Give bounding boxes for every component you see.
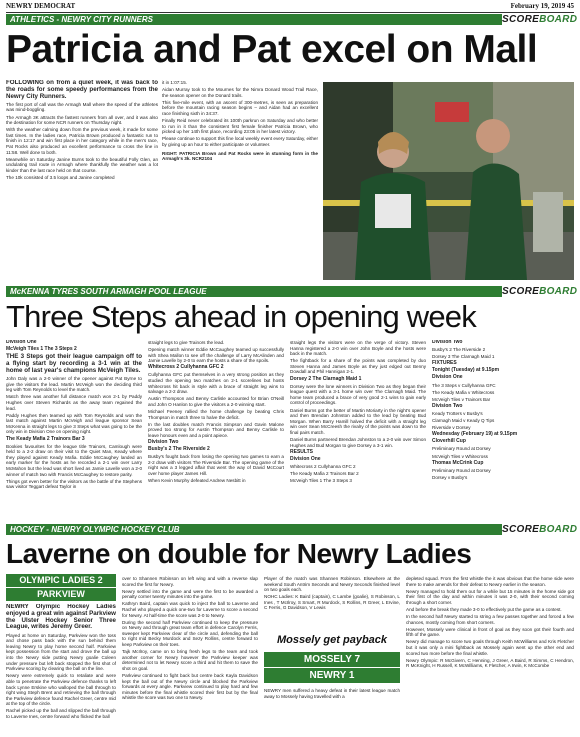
paragraph: Finally Reid never celebrated its 100th parkrun on Saturday and who better to run in it than the consistent first female finisher Patricia Brown, who picked up her 14th first place, recording 23:05 in her latest victory.	[162, 118, 318, 135]
paragraph: depleted squad. From the first whistle the it was obvious that the home side were there to make amends for their defeat to Newry earlier in the season.	[406, 576, 574, 587]
paragraph: Parkview continued to fight back but centre back Kayla Davidson kept the ball out of the Newry circle and blocked the Parkview forwards at every angle. Parkview continued to play hard and few minutes before the final whistle scored their first but by the final whistle the score was two one to Newry.	[122, 673, 258, 701]
paragraph: McVeigh Tiles v Whitecross	[432, 453, 488, 459]
paragraph: Riverside v Dorsey	[432, 425, 471, 431]
paragraph: Preliminary Round at Dorsey	[432, 467, 491, 473]
article3-col3	[264, 576, 400, 630]
paragraph: In the second half Newry started to string a few passes together and forced a few chances, mostly coming from short corners.	[406, 614, 574, 625]
paragraph: Whitecross 2 Cullyhanna GFC 2	[290, 463, 356, 469]
article3-col1	[6, 604, 116, 734]
subheading: Cloverhill Cup	[432, 438, 466, 445]
paragraph: The Keady Mafia 2 Trainors Bar 2	[290, 470, 359, 476]
article3-col4	[406, 576, 574, 734]
article2-col4	[432, 340, 574, 522]
headline-athletics: Patricia and Pat excel on Mall	[6, 28, 538, 71]
article3-col2	[122, 576, 258, 734]
paragraph: During the second half Parkview continued to keep the pressure on Newry and through great team effort in defence Carolyn Ferris, sweeper kept Parkview clear of the circle and, defending the ball to right mid Becky Murdock and Sezy Rollins, centre forward to keep Parkview on their toes.	[122, 619, 258, 648]
subheading: Tonight (Tuesday) at 9.15pm	[432, 367, 500, 374]
article1-col1-body	[6, 102, 158, 181]
masthead	[6, 2, 574, 13]
paragraph: Dorsey were the lone winners in Division Two as they began their league quest with a 3-1 home win over The Clarnagh Maid. The home team produced a brace of very good 2-1 wins to gain early control of proceedings.	[290, 383, 426, 406]
paragraph: Daniel Burns partnered Brendan Johnston to a 2-0 win over Simon Hughes and Bud Morgan to give Dorsey a 3-1 win.	[290, 437, 426, 448]
paragraph: With the weather calming down from the previous week, it made for some fast times. In the ladies race, Patricia Brown produced a fantastic run to finish in 12:17 and win first place in her category while in the men's race, Pat Rocks also produced an excellent performance to cross the line in 11:58. Well done to both.	[6, 127, 158, 155]
headline-pool: Three Steps ahead in opening week	[6, 299, 476, 334]
paragraph: Newry did manage to score two goals through Keith McWilliams and Kris Fletcher but it was only a mini fightback as Mossely again went up the other end and scored two more before the final whistle.	[406, 639, 574, 656]
subheading: Dorsey 2 The Clarnagh Maid 1	[290, 375, 362, 382]
paragraph: McVeigh Tiles 1 The 3 Steps 3	[290, 478, 352, 484]
paragraph: Aidan Murray took to the Mournes for the Nimra Donard Wood Trail Race, the season opener on the Donard trails.	[162, 87, 318, 98]
section-label: McKENNA TYRES SOUTH ARMAGH POOL LEAGUE	[6, 286, 502, 297]
paragraph: Bookies favourites for the league title Trainors, Camlough were held to a 2-2 draw on their visit to the Quiet Man, Keady where they played against Keady Mafia. Eddie McCaughey landed an early marker for the hosts as he recorded a 2-1 win over Larry McMahon but the lead was short lived as Jamie Lavelle won a 2-0 winner of match two with Francis McCaughey to restore parity.	[6, 443, 142, 477]
subheading: Division One	[290, 455, 321, 462]
subheading: Wednesday (February 19) at 9.15pm	[432, 431, 518, 438]
article3-col3-tail	[264, 688, 400, 734]
scoreboard-logo: SCOREBOARD	[502, 14, 578, 25]
paragraph: Newry settled into the game and were the first to be awarded a penalty corner twenty minutes into the game.	[122, 588, 258, 600]
headline-hockey: Laverne on double for Newry Ladies	[6, 538, 472, 569]
paragraph: Daniel Burns got the better of Martin Moriarty in the night's opener and then Brendan Johnston added to the lead by beating Bud Morgan. When Barry Hamill halved the deficit with a straight leg win over Sean McCreesh the rivalry of the points was down to the final pairs match.	[290, 407, 426, 435]
paragraph: Rachel picked up the ball and slipped the ball through to Laverne Ines, centre forward who flicked the ball	[6, 708, 116, 719]
paragraph: Match three was another full distance match won 2-1 by Paddy Hughes over Steven Richards as the away team regained the lead.	[6, 394, 142, 411]
subheading: FIXTURES	[432, 360, 457, 367]
subheading: McVeigh Tiles 1 The 3 Steps 2	[6, 346, 77, 353]
paragraph: Newry managed to hold them out for a while but 15 minutes in the home side got their first of the day and within minutes it was 2-0, with their second coming through a short corner.	[406, 588, 574, 605]
paragraph: In the last doubles match Francis Simpson and Gavin Malone proved too strong for Austin Thompson and Benny Carlisle to leave honours even and a point apiece.	[148, 421, 284, 438]
subheading: Whitecross 2 Cullyhanna GFC 2	[148, 364, 224, 371]
article2-col1	[6, 340, 142, 522]
paragraph: Busby's 2 The Riverside 2	[432, 347, 486, 353]
date-page: February 19, 2019 45	[510, 2, 574, 10]
article1-lead: FOLLOWING on from a quiet week, it was back to the roads for some speedy performances from the Newry City Runners.	[6, 80, 158, 100]
paragraph: The 10k consisted of 3.5 loops and Janine completed	[6, 175, 115, 181]
article1-col2	[162, 80, 318, 280]
paragraph: Meanwhile on Saturday Janine Burns took to the beautiful Folly Glen, an undulating trail route in Armagh where thankfully the weather was a lot kinder than the last race held on that course.	[6, 156, 158, 173]
paragraph: NEWRY men suffered a heavy defeat in their latest league match away to Mossely having travelled with a	[264, 688, 400, 699]
paragraph: Keady Trotters v Busby's	[432, 410, 483, 416]
paragraph: Preliminary Round at Dorsey	[432, 446, 491, 452]
lead-paragraph: THE 3 Steps got their league campaign off to a flying start by recording a 3-1 win at the home of last year's champions McVeigh Tiles.	[6, 353, 142, 374]
section-label: ATHLETICS - NEWRY CITY RUNNERS	[6, 14, 502, 25]
paragraph: Cullyhanna GFC put themselves in a very strong position as they studied the opening two matches on 2-1 scorelines but hosts Whitecross hit back in style with a brace of straight leg wins to salvage a 2-2 draw.	[148, 372, 284, 395]
paragraph: John Daly was a 2-0 winner of the opener against Pat Byrne to give the visitors the lead. Martin McVeigh won the deciding third leg with Tom Reynolds to level the match.	[6, 376, 142, 393]
paragraph: it in 1:07:15.	[162, 80, 188, 85]
paragraph: The fightback for a share of the points was completed by duo Steven Hanna and James Boyle as they just edged out Benny Dowdall and Phil Hannigan 2-1.	[290, 358, 426, 375]
paragraph: The Keady Mafia v Whitecross	[432, 389, 495, 395]
section-bar-pool	[6, 286, 578, 297]
article1-col1	[6, 80, 158, 280]
paragraph: Played at home on Saturday, Parkview won the toss and chose pass back with the sun behind them leaving Newry to play home second half. Parkview kept possession from the start and drove the ball up into the Newry side putting Newry goalie Coleen under pressure but left back stopped the first shot of Parkview scoring by clearing the ball on the line.	[6, 632, 116, 672]
paragraph: Michael Feeney rallied the home challenge by beating Chris Thompson in match three to halve the deficit.	[148, 409, 284, 420]
score-box-away: PARKVIEW	[6, 588, 116, 601]
paragraph: Newry were extremely quick to retaliate and were able to penetrate the Parkview defence thanks to left back Lynne Erskine who walloped the ball through to right wing Steph Brent and retrieving the ball through the Parkview defence found Rachel Greer, centre mid at the top of the circle.	[6, 673, 116, 707]
subheading: RESULTS	[290, 448, 313, 455]
subheading: Division One	[432, 374, 463, 381]
section-bar-athletics	[6, 14, 578, 25]
paragraph: McVeigh Tiles v Trainors Bar	[432, 396, 491, 402]
scoreboard-logo: SCOREBOARD	[502, 524, 578, 535]
subheading: Busby's 2 The Riverside 2	[148, 446, 210, 453]
article1-col2-body	[162, 80, 318, 148]
paragraph: Dorsey 3 The Clarnagh Maid 1	[432, 354, 495, 360]
paragraph: When Kevin Murphy defeated Andrew Nesbitt in	[148, 478, 246, 484]
paragraph: Things got even better for the visitors as the battle of the Stephens saw visitor Teggart defeat Taylor in	[6, 478, 142, 490]
paragraph: Player of the match was Shannen Robinson. Elsewhere at the weekend South Antrim Seconds and Newry Seconds finished level on two goals each.	[264, 576, 400, 593]
paragraph: Newry Olympic: R McGivern, C Henning, J Greer, A Baird, R Simms, C Hendron, R McKnight, H Russell, K McWilliams, K Fletcher, A Irwin, K McCombe	[406, 657, 574, 669]
paragraph: Kathryn Baird, captain was quick to inject the ball to Laverne and Rachel who played a quick one-two for Laverne to score a second for Newry. At half-time the score was 2-0 to Newry.	[122, 601, 258, 618]
subheading: Division Two	[432, 340, 463, 345]
subheading: Thomas McCrink Cup	[432, 459, 484, 466]
paragraph: Clarnagh Maid v Keady Q Tips	[432, 418, 495, 424]
subheading: Division Two	[148, 439, 179, 445]
article2-col2	[148, 340, 284, 522]
subheading: The Keady Mafia 2 Trainors Bar 3	[6, 435, 85, 442]
section-bar-hockey	[6, 524, 578, 535]
paragraph: The 3 Steps v Cullyhanna GFC	[432, 382, 496, 388]
lead-paragraph: NEWRY Olympic Hockey Ladies enjoyed a great win against Parkview the Ulster Hockey Senior Three League, writes Jeremy Greer.	[6, 604, 116, 631]
photo-caption: RIGHT: PATRICIA Brown and Pat Rocks were in stunning form in the Armagh's 3k. NCR2104	[162, 150, 318, 162]
paragraph: Paddy Hughes then teamed up with Tom Reynolds and won the last match against Martin McVeigh and league sponsor Sean McKenna in straight legs to give 3 Steps what was going to be the only win in Division One on opening night.	[6, 412, 142, 435]
section-label: HOCKEY - NEWRY OLYMPIC HOCKEY CLUB	[6, 524, 502, 535]
paragraph: This five-mile event, with an ascent of 300-metres, is seen as preparation before the mountain racing season begins – and Aidan had an excellent race finishing sixth in 34:37.	[162, 99, 318, 116]
paragraph: Tajk McIlroy, came on to bring fresh legs to the team and took another corner for Newry however the Parkview keeper was determined not to let Newry score a third and hit them to save the shot on goal.	[122, 649, 258, 671]
paper-name: NEWRY DEMOCRAT	[6, 2, 76, 10]
paragraph: And before the break they made 3-0 to effectively put the game as a contest.	[406, 606, 562, 612]
subheading: Division One	[6, 340, 37, 345]
paragraph: However, Mossely were clinical in front of goal as they soon got their fourth and fifth of the game.	[406, 626, 574, 638]
paragraph: Please continue to support this fine local weekly event every Saturday, either by giving up an hour to either participate or volunteer.	[162, 136, 318, 147]
paragraph: straight legs the visitors were on the verge of victory. Steven Hanna registered a 2-0 win over John Boyle and the hosts were back in the match.	[290, 340, 426, 357]
paragraph: Busby's fought back from losing the opening two games to earn a 2-2 draw with visitors The Riverside Bar. The opening game of the night was a 3 legged affair that went the way of David McCourt over home player James Hill.	[148, 454, 284, 476]
scoreboard-logo: SCOREBOARD	[502, 286, 578, 297]
score-box-newry: NEWRY 1	[264, 668, 400, 683]
mossely-headline: Mossely get payback	[276, 634, 388, 646]
paragraph: straight legs to give Trainors the lead.	[148, 340, 225, 345]
paragraph: The first port of call was the Armagh Mall where the speed of the athletes was mind-boggling.	[6, 101, 158, 113]
runners-photo	[323, 82, 574, 280]
paragraph: Dorsey v Busby's	[432, 474, 468, 480]
score-box-mossely: MOSSELY 7	[264, 652, 400, 667]
article2-col3	[290, 340, 426, 522]
paragraph: over to Shannen Robinson on left wing and with a reverse slap scored the first for Newry.	[122, 576, 258, 587]
paragraph: NOHC Ladies: K Baird (captain), C Lambe (goalie), S Robinson, L Ines , T McIlroy, S Smart, R Murdock, S Rollins, R Greer, L Ervine, C Ferris, G Davidson, V Lewis	[264, 594, 400, 611]
paragraph: Austin Thompson and Benny Carlisle accounted for Brian O'Neill and John O Hanlon to give the visitors a 2-0 winning start.	[148, 396, 284, 407]
subheading: Division Two	[432, 402, 463, 409]
paragraph: The Armagh 3K attracts the fastest runners from all over, and it was also the destination for some NCR runners on Thursday night.	[6, 114, 158, 126]
score-box-home: OLYMPIC LADIES 2	[6, 574, 116, 587]
paragraph: Opening match winner Eddie McCaughey teamed up successfully with Shea Mallon to see off the challenge of Larry McAlinden and Jamie Lavelle by 2-0 to earn the hosts a share of the spoils.	[148, 347, 284, 364]
